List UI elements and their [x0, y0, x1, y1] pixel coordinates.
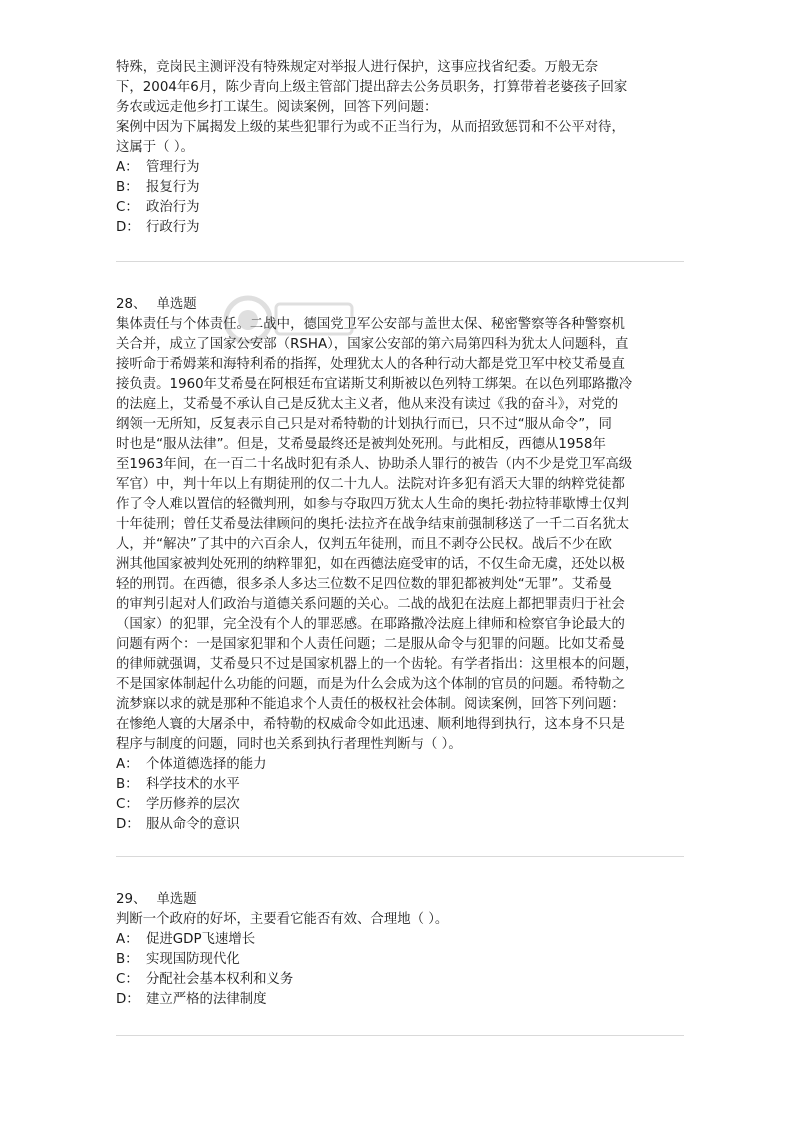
question-number: 29、	[116, 892, 147, 907]
option-text: 管理行为	[146, 160, 200, 175]
option-a[interactable]	[116, 930, 686, 950]
question-header	[116, 890, 686, 910]
question-27-stem	[116, 58, 686, 158]
option-key: B：	[116, 180, 139, 195]
option-b[interactable]	[116, 775, 686, 795]
stem-line: 人，并“解决”了其中的六百余人，仅判五年徒刑，而且不剥夺公民权。战后不少在欧	[116, 537, 612, 552]
stem-line: 轻的刑罚。在西德，很多杀人多达三位数不足四位数的罪犯都被判处“无罪”。艾希曼	[116, 577, 612, 592]
option-b[interactable]	[116, 178, 686, 198]
stem-line: 在惨绝人寰的大屠杀中，希特勒的权威命令如此迅速、顺利地得到执行，这本身不只是	[116, 717, 625, 732]
option-text: 实现国防现代化	[146, 952, 240, 967]
stem-line: 这属于（ ）。	[116, 140, 194, 155]
option-b[interactable]	[116, 950, 686, 970]
stem-line: 案例中因为下属揭发上级的某些犯罪行为或不正当行为，从而招致惩罚和不公平对待，	[116, 120, 625, 135]
question-28-stem	[116, 315, 686, 755]
stem-line: 接负责。1960年艾希曼在阿根廷布宜诺斯艾利斯被以色列特工绑架。在以色列耶路撒冷	[116, 377, 633, 392]
option-text: 科学技术的水平	[146, 777, 240, 792]
option-key: A：	[116, 757, 139, 772]
option-key: C：	[116, 200, 139, 215]
option-key: C：	[116, 797, 139, 812]
question-27-tail	[116, 58, 686, 238]
stem-line: 判断一个政府的好坏，主要看它能否有效、合理地（ ）。	[116, 912, 449, 927]
option-d[interactable]	[116, 990, 686, 1010]
option-key: B：	[116, 777, 139, 792]
question-header	[116, 295, 686, 315]
option-text: 报复行为	[146, 180, 200, 195]
option-key: D：	[116, 992, 140, 1007]
question-type: 单选题	[156, 297, 197, 312]
stem-line: （国家）的犯罪，完全没有个人的罪恶感。在耶路撒冷法庭上律师和检察官争论最大的	[116, 617, 625, 632]
option-d[interactable]	[116, 815, 686, 835]
stem-line: 下，2004年6月，陈少青向上级主管部门提出辞去公务员职务，打算带着老婆孩子回家	[116, 80, 628, 95]
stem-line: 纲领一无所知，反复表示自己只是对希特勒的计划执行而已，只不过“服从命令”，同	[116, 417, 612, 432]
stem-line: 程序与制度的问题，同时也关系到执行者理性判断与（ ）。	[116, 737, 462, 752]
stem-line: 的法庭上，艾希曼不承认自己是反犹太主义者，他从来没有读过《我的奋斗》，对党的	[116, 397, 619, 412]
question-29-options	[116, 930, 686, 1010]
divider	[116, 261, 684, 262]
stem-line: 至1963年间，在一百二十名战时犯有杀人、协助杀人罪行的被告（内不少是党卫军高级	[116, 457, 633, 472]
question-number: 28、	[116, 297, 147, 312]
option-d[interactable]	[116, 218, 686, 238]
divider	[116, 1035, 684, 1036]
stem-line: 时也是“服从法律”。但是，艾希曼最终还是被判处死刑。与此相反，西德从1958年	[116, 437, 606, 452]
question-29-stem	[116, 910, 686, 930]
divider	[116, 856, 684, 857]
question-type: 单选题	[156, 892, 197, 907]
option-c[interactable]	[116, 795, 686, 815]
stem-line: 流梦寐以求的就是那种不能追求个人责任的极权社会体制。阅读案例，回答下列问题：	[116, 697, 625, 712]
option-c[interactable]	[116, 970, 686, 990]
stem-line: 洲其他国家被判处死刑的纳粹罪犯，如在西德法庭受审的话，不仅生命无虞，还处以极	[116, 557, 625, 572]
option-text: 服从命令的意识	[146, 817, 240, 832]
option-text: 建立严格的法律制度	[146, 992, 267, 1007]
question-28	[116, 295, 686, 835]
question-27-options	[116, 158, 686, 238]
stem-line: 不是国家体制起什么功能的问题，而是为什么会成为这个体制的官员的问题。希特勒之	[116, 677, 625, 692]
option-a[interactable]	[116, 158, 686, 178]
option-key: B：	[116, 952, 139, 967]
option-text: 个体道德选择的能力	[146, 757, 267, 772]
option-key: A：	[116, 160, 139, 175]
stem-line: 特殊，竞岗民主测评没有特殊规定对举报人进行保护，这事应找省纪委。万般无奈	[116, 60, 599, 75]
option-text: 促进GDP飞速增长	[146, 932, 256, 947]
stem-line: 集体责任与个体责任。二战中，德国党卫军公安部与盖世太保、秘密警察等各种警察机	[116, 317, 625, 332]
stem-line: 关合并，成立了国家公安部（RSHA），国家公安部的第六局第四科为犹太人问题科，直	[116, 337, 629, 352]
stem-line: 军官）中，判十年以上有期徒刑的仅二十九人。法院对许多犯有滔天大罪的纳粹党徒都	[116, 477, 625, 492]
option-key: D：	[116, 220, 140, 235]
option-a[interactable]	[116, 755, 686, 775]
stem-line: 的律师就强调，艾希曼只不过是国家机器上的一个齿轮。有学者指出：这里根本的问题，	[116, 657, 639, 672]
stem-line: 务农或远走他乡打工谋生。阅读案例，回答下列问题：	[116, 100, 438, 115]
question-28-options	[116, 755, 686, 835]
option-text: 政治行为	[146, 200, 200, 215]
option-c[interactable]	[116, 198, 686, 218]
stem-line: 的审判引起对人们政治与道德关系问题的关心。二战的战犯在法庭上都把罪责归于社会	[116, 597, 625, 612]
option-text: 行政行为	[146, 220, 200, 235]
stem-line: 问题有两个：一是国家犯罪和个人责任问题；二是服从命令与犯罪的问题。比如艾希曼	[116, 637, 625, 652]
option-key: A：	[116, 932, 139, 947]
stem-line: 作了令人难以置信的轻微判刑，如参与夺取四万犹太人生命的奥托·勃拉特菲歇博士仅判	[116, 497, 630, 512]
option-key: D：	[116, 817, 140, 832]
option-text: 学历修养的层次	[146, 797, 240, 812]
stem-line: 十年徒刑；曾任艾希曼法律顾问的奥托·法拉齐在战争结束前强制移送了一千二百名犹太	[116, 517, 630, 532]
stem-line: 接听命于希姆莱和海特利希的指挥，处理犹太人的各种行动大都是党卫军中校艾希曼直	[116, 357, 625, 372]
option-key: C：	[116, 972, 139, 987]
option-text: 分配社会基本权利和义务	[146, 972, 294, 987]
question-29	[116, 890, 686, 1010]
